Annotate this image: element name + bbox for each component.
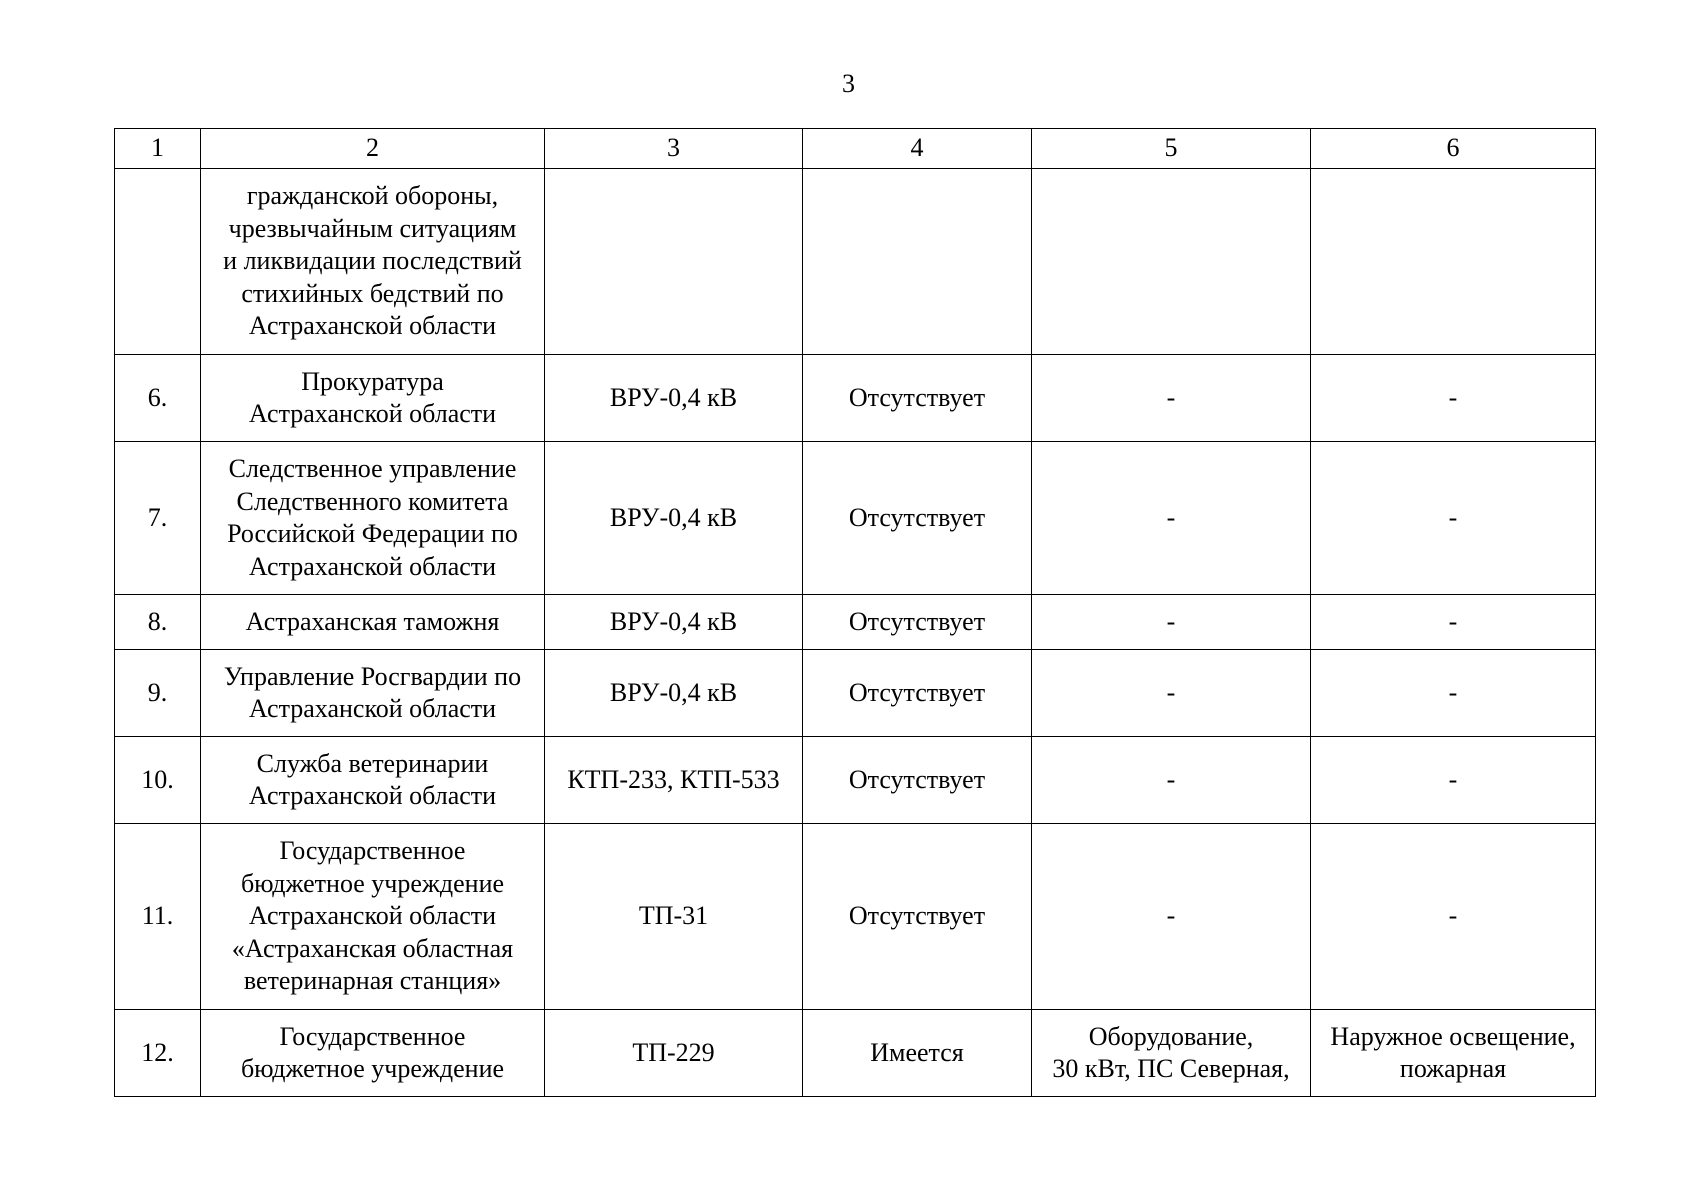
equipment-cell <box>1032 169 1311 355</box>
notes-cell: - <box>1311 595 1596 650</box>
row-number-cell: 12. <box>115 1010 201 1097</box>
equipment-cell: - <box>1032 355 1311 442</box>
table-row <box>115 1010 1596 1097</box>
header-cell-4: 4 <box>803 129 1032 169</box>
power-source-cell: ТП-31 <box>545 824 803 1010</box>
power-source-cell: КТП-233, КТП-533 <box>545 737 803 824</box>
organization-cell: Прокуратура Астраханской области <box>201 355 545 442</box>
notes-cell: - <box>1311 355 1596 442</box>
notes-cell: - <box>1311 824 1596 1010</box>
table-row <box>115 650 1596 737</box>
row-number-cell: 8. <box>115 595 201 650</box>
organization-cell: Следственное управление Следственного комитета Российской Федерации по Астраханской области <box>201 442 545 595</box>
equipment-cell: - <box>1032 442 1311 595</box>
row-number-cell: 9. <box>115 650 201 737</box>
availability-cell: Отсутствует <box>803 737 1032 824</box>
notes-cell: Наружное освещение, пожарная <box>1311 1010 1596 1097</box>
availability-cell: Отсутствует <box>803 355 1032 442</box>
header-cell-5: 5 <box>1032 129 1311 169</box>
organization-cell: Государственное бюджетное учреждение <box>201 1010 545 1097</box>
notes-cell: - <box>1311 650 1596 737</box>
power-source-cell: ВРУ-0,4 кВ <box>545 355 803 442</box>
organization-cell: гражданской обороны, чрезвычайным ситуациям и ликвидации последствий стихийных бедствий по Астраханской области <box>201 169 545 355</box>
availability-cell: Отсутствует <box>803 595 1032 650</box>
notes-cell <box>1311 169 1596 355</box>
header-cell-2: 2 <box>201 129 545 169</box>
row-number-cell: 10. <box>115 737 201 824</box>
row-number-cell <box>115 169 201 355</box>
row-number-cell: 7. <box>115 442 201 595</box>
table-row <box>115 355 1596 442</box>
notes-cell: - <box>1311 442 1596 595</box>
table-row <box>115 169 1596 355</box>
organization-cell: Управление Росгвардии по Астраханской области <box>201 650 545 737</box>
header-cell-1: 1 <box>115 129 201 169</box>
availability-cell: Имеется <box>803 1010 1032 1097</box>
power-source-cell: ВРУ-0,4 кВ <box>545 650 803 737</box>
availability-cell: Отсутствует <box>803 650 1032 737</box>
row-number-cell: 11. <box>115 824 201 1010</box>
equipment-cell: - <box>1032 824 1311 1010</box>
table-header-row <box>115 129 1596 169</box>
notes-cell: - <box>1311 737 1596 824</box>
organization-cell: Служба ветеринарии Астраханской области <box>201 737 545 824</box>
table-row <box>115 595 1596 650</box>
equipment-cell: - <box>1032 595 1311 650</box>
availability-cell: Отсутствует <box>803 824 1032 1010</box>
header-cell-3: 3 <box>545 129 803 169</box>
document-table <box>114 128 1596 1097</box>
equipment-cell: - <box>1032 650 1311 737</box>
availability-cell <box>803 169 1032 355</box>
row-number-cell: 6. <box>115 355 201 442</box>
availability-cell: Отсутствует <box>803 442 1032 595</box>
power-source-cell: ВРУ-0,4 кВ <box>545 442 803 595</box>
power-source-cell <box>545 169 803 355</box>
power-source-cell: ВРУ-0,4 кВ <box>545 595 803 650</box>
table-row <box>115 824 1596 1010</box>
organization-cell: Астраханская таможня <box>201 595 545 650</box>
table-row <box>115 442 1596 595</box>
equipment-cell: Оборудование, 30 кВт, ПС Северная, <box>1032 1010 1311 1097</box>
power-source-cell: ТП-229 <box>545 1010 803 1097</box>
table-row <box>115 737 1596 824</box>
equipment-cell: - <box>1032 737 1311 824</box>
header-cell-6: 6 <box>1311 129 1596 169</box>
organization-cell: Государственное бюджетное учреждение Астраханской области «Астраханская областная ветеринарная станция» <box>201 824 545 1010</box>
page-number: 3 <box>842 69 855 98</box>
